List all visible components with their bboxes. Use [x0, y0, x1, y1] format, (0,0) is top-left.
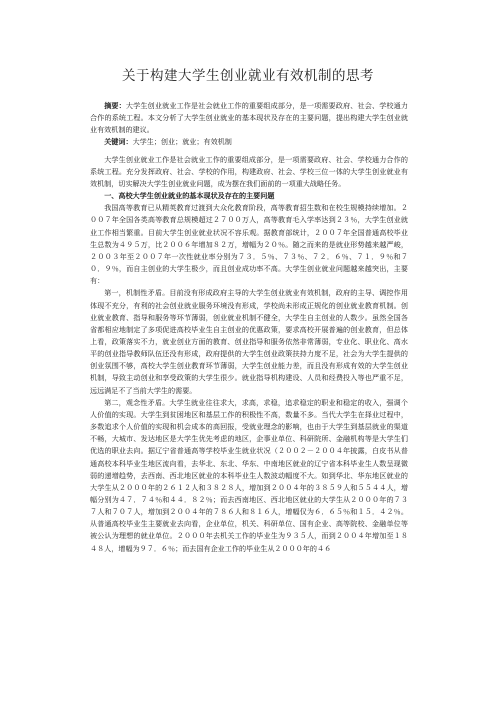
intro-paragraph: 大学生创业就业工作是社会就业工作的重要组成部分，是一项需要政府、社会、学校通力合作的系统工程。充分发挥政府、社会、学校的作用，构建政府、社会、学校三位一体的大学生创业就业有效机制，切实解决大学生创业就业问题，成为摆在我们面前的一项重大战略任务。 [90, 154, 408, 188]
abstract-text: 大学生创业就业工作是社会就业工作的重要组成部分，是一项需要政府、社会、学校通力合作的系统工程。本文分析了大学生创业就业的基本现状及存在的主要问题，提出构建大学生创业就业有效机制的建议。 [90, 101, 409, 135]
section-heading-1: 一、高校大学生创业就业的基本现状及存在的主要问题 [104, 191, 275, 201]
page-title: 关于构建大学生创业就业有效机制的思考 [122, 68, 374, 84]
abstract-paragraph [90, 100, 408, 136]
body-paragraph-1: 我国高等教育已从精英教育过渡到大众化教育阶段，高等教育招生数和在校生规模持续增加。２００７年全国各类高等教育总规模超过２７００万人，高等教育毛入学率达到２３％，大学生创业就业工作相当繁重。目前大学生创业就业状况不容乐观。据教育部统计，２００７年全国普通高校毕业生总数为４９５万，比２００６年增加８２万，增幅为２０％。随之而来的是就业形势越来越严峻，２００３年至２００７年一次性就业率分别为７３．５％、７３％、７２．６％、７１．９％和７０．９％，而自主创业的大学生极少，而且创业成功率不高。大学生创业就业问题越来越突出，主要有： [90, 203, 408, 286]
keywords-paragraph [90, 136, 408, 148]
body-paragraph-3: 第二，观念性矛盾。大学生就业往往求大，求高，求稳，追求稳定的职业和稳定的收入，强调个人价值的实现。大学生到贫困地区和基层工作的积极性不高，数量不多。当代大学生在择业过程中，多数追求个人价值的实现和机会成本的高回报，受就业理念的影响，也由于大学生到基层就业的渠道不畅，大城市、发达地区是大学生优先考虑的地区，企事业单位、科研院所、金融机构等是大学生们优选的职业去向。据辽宁省普通高等学校毕业生就业状况（２００２－２００４年披露，白皮书从普通高校本科毕业生地区流向看，去华北、东北、华东、中南地区就业的辽宁省本科毕业生人数呈现微弱的递增趋势，去西南、西北地区就业的本科毕业生人数波动幅度不大。如到华北、华东地区就业的大学生从２０００年的２６１２人和３８２８人，增加到２００４年的３８５９人和５５４４人，增幅分别为４７．７４％和４４．８２％；而去西南地区、西北地区就业的大学生从２０００年的７３７人和７０７人，增加到２００４年的７８６人和８１６人，增幅仅为６．６５％和１５．４２％。从普通高校毕业生主要就业去向看，企业单位，机关、科研单位、国有企业、高等院校、金融单位等被公认为理想的就业单位。２０００年去机关工作的毕业生为９３５人，而到２００４年增加至１８４８人，增幅为９７．６％；而去国有企业工作的毕业生从２０００年的４６ [90, 397, 408, 553]
abstract-label: 摘要： [104, 101, 126, 110]
keywords-label: 关键词： [104, 137, 133, 147]
body-paragraph-2: 第一，机制性矛盾。目前没有形成政府主导的大学生创业就业有效机制，政府的主导、调控作用体现不充分，有利的社会创业就业服务环境没有形成，学校尚未形成正规化的创业就业教育机制。创业就业教育、指导和服务等环节薄弱，创业就业机制不健全，大学生自主创业的人数少。虽然全国各省都相应地制定了多项促进高校毕业生自主创业的优惠政策，要求高校开展普遍的创业教育，但总体上看，政策落实不力，就业创业方面的教育、创业指导和服务依然非常薄弱，专业化、职业化、高水平的创业指导教师队伍还没有形成，政府提供的大学生创业政策扶持力度不足，社会为大学生提供的创业氛围不够，高校大学生创业教育环节薄弱，大学生创业能力差，而且没有形成有效的大学生创业机制，导致主动创业和享受政策的大学生很少。就业指导机构建设、人员和经费投入等也严重不足，远远满足不了当前大学生的需要。 [90, 288, 408, 395]
document-body [90, 100, 408, 555]
keywords-text: 大学生；创业；就业；有效机制 [132, 137, 232, 147]
